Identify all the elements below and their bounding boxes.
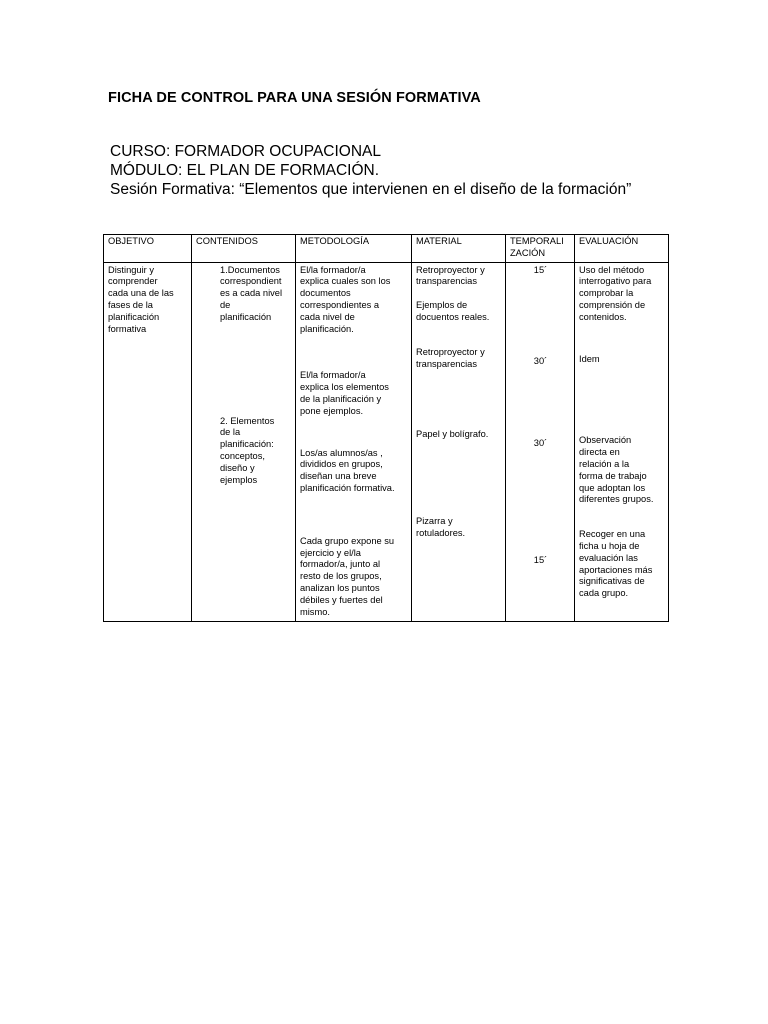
material-item-2: Ejemplos de docuentos reales. (416, 300, 490, 322)
material-item-3: Retroproyector y transparencias (416, 346, 485, 369)
evaluacion-item-3: Observación directa en relación a la forma de trabajo que adoptan los diferentes grupos. (579, 435, 654, 505)
course-line: CURSO: FORMADOR OCUPACIONAL (110, 143, 381, 160)
metodologia-item-1: El/la formador/a explica cuales son los documentos correspondientes a cada nivel de planificación. (300, 264, 391, 334)
module-line: MÓDULO: EL PLAN DE FORMACIÓN. (110, 162, 379, 179)
evaluacion-item-4: Recoger en una ficha u hoja de evaluación las aportaciones más significativas de cada grupo. (579, 529, 653, 599)
header-evaluacion: EVALUACIÓN (575, 235, 669, 263)
contenido-item-2: 2. Elementos de la planificación: conceptos, diseño y ejemplos (220, 415, 275, 485)
evaluacion-cell (575, 262, 669, 621)
evaluacion-item-2: Idem (579, 353, 600, 364)
contenido-item-1: 1.Documentos correspondient es a cada nivel de planificación (220, 264, 283, 322)
contenidos-cell (192, 262, 296, 621)
temporalizacion-cell (506, 262, 575, 621)
material-item-1: Retroproyector y transparencias (416, 264, 485, 287)
session-control-table (103, 234, 669, 622)
header-contenidos: CONTENIDOS (192, 235, 296, 263)
metodologia-item-2: El/la formador/a explica los elementos de la planificación y pone ejemplos. (300, 370, 389, 416)
time-item-4: 15´ (533, 554, 548, 565)
session-line: Sesión Formativa: “Elementos que intervienen en el diseño de la formación” (110, 181, 632, 198)
metodologia-cell (296, 262, 412, 621)
time-item-3: 30´ (533, 438, 548, 449)
table-header-row (104, 235, 669, 263)
metodologia-item-3: Los/as alumnos/as , divididos en grupos, diseñan una breve planificación formativa. (300, 447, 395, 493)
header-objetivo: OBJETIVO (104, 235, 192, 263)
material-item-4: Papel y bolígrafo. (416, 429, 489, 440)
evaluacion-item-1: Uso del método interrogativo para comprobar la comprensión de contenidos. (579, 264, 652, 322)
material-cell (412, 262, 506, 621)
header-temporalizacion: TEMPORALI ZACIÓN (506, 235, 575, 263)
objetivo-cell (104, 262, 192, 621)
material-item-5: Pizarra y rotuladores. (416, 516, 466, 538)
time-item-1: 15´ (533, 264, 548, 275)
table-row (104, 262, 669, 621)
objetivo-text: Distinguir y comprender cada una de las fases de la planificación formativa (108, 264, 174, 334)
document-title: FICHA DE CONTROL PARA UNA SESIÓN FORMATIVA (108, 90, 481, 106)
header-metodologia: METODOLOGÍA (296, 235, 412, 263)
metodologia-item-4: Cada grupo expone su ejercicio y el/la formador/a, junto al resto de los grupos, analizan los puntos débiles y fuertes del mismo. (300, 535, 395, 617)
time-item-2: 30´ (533, 356, 548, 367)
header-material: MATERIAL (412, 235, 506, 263)
